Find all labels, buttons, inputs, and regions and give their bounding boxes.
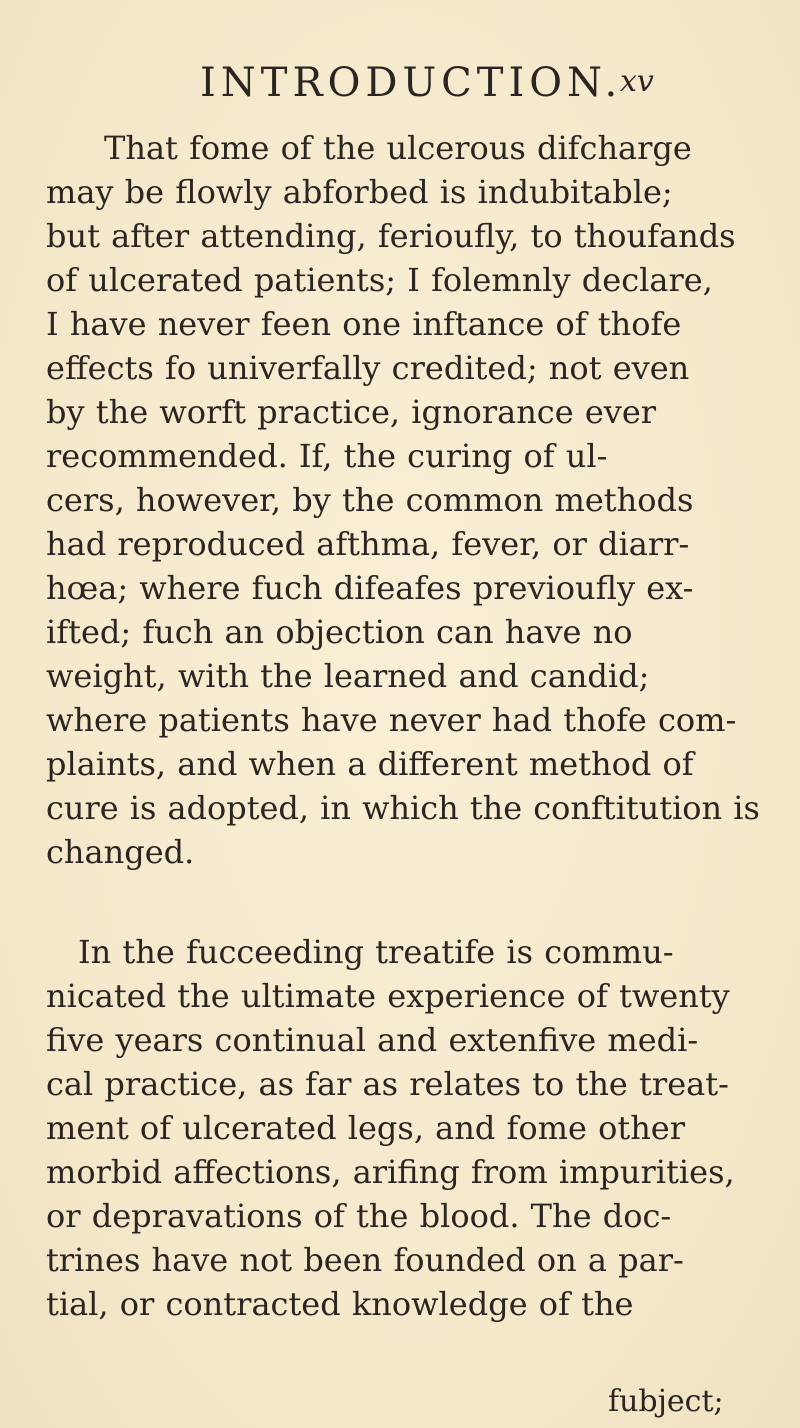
text-line: cal practice, as far as relates to the treat- — [46, 1065, 729, 1103]
catchword: fubject; — [608, 1384, 724, 1419]
text-line: cure is adopted, in which the conftitution is — [46, 789, 760, 827]
text-line: changed. — [46, 833, 195, 871]
text-line: trines have not been founded on a par- — [46, 1241, 684, 1279]
text-line: five years continual and extenfive medi- — [46, 1021, 699, 1059]
text-line: plaints, and when a different method of — [46, 745, 694, 783]
text-line: where patients have never had thofe com- — [46, 701, 737, 739]
text-line: by the worft practice, ignorance ever — [46, 393, 657, 431]
running-title: INTRODUCTION. — [200, 60, 623, 106]
text-line: nicated the ultimate experience of twenty — [46, 977, 730, 1015]
text-line: had reproduced afthma, fever, or diarr- — [46, 525, 690, 563]
text-line: recommended. If, the curing of ul- — [46, 437, 608, 475]
text-line: ment of ulcerated legs, and fome other — [46, 1109, 686, 1147]
text-line: tial, or contracted knowledge of the — [46, 1285, 634, 1323]
text-line: morbid affections, arifing from impurities, — [46, 1153, 735, 1191]
text-line: of ulcerated patients; I folemnly declare, — [46, 261, 713, 299]
text-line: or depravations of the blood. The doc- — [46, 1197, 672, 1235]
text-line: In the fucceeding treatife is commu- — [78, 933, 674, 971]
text-line: may be flowly abforbed is indubitable; — [46, 173, 673, 211]
page-number: xv — [620, 64, 654, 99]
text-line: but after attending, ferioufly, to thoufands — [46, 217, 736, 255]
text-line: I have never feen one inftance of thofe — [46, 305, 682, 343]
text-line: cers, however, by the common methods — [46, 481, 694, 519]
text-line: ifted; fuch an objection can have no — [46, 613, 633, 651]
running-head — [200, 60, 700, 120]
text-line: That fome of the ulcerous difcharge — [104, 129, 692, 167]
text-line: effects fo univerfally credited; not even — [46, 349, 690, 387]
text-line: weight, with the learned and candid; — [46, 657, 650, 695]
text-line: hœa; where fuch difeafes previoufly ex- — [46, 569, 694, 607]
